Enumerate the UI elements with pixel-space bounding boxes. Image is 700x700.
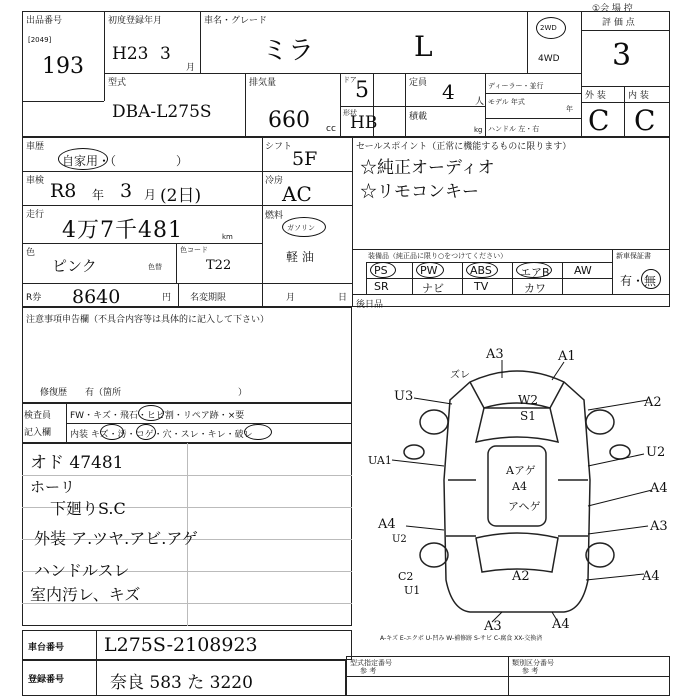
inspection-year: R8 (50, 180, 77, 202)
history-value: 自家用・（ ） (62, 154, 189, 168)
ps-circle (370, 262, 396, 278)
color-change-label: 色替 (148, 263, 162, 271)
warranty-value: 有・無 (620, 274, 657, 288)
registration-label: 初度登録年月 (108, 16, 163, 26)
mark-u3: U3 (394, 389, 414, 404)
recycle-unit: 円 (162, 293, 172, 303)
equip-airbag: エアB (520, 266, 550, 279)
remark-exterior: 外装 ア.ツヤ.アビ.アゲ (34, 529, 198, 548)
chassis-number: L275S-2108923 (104, 634, 258, 656)
category-sub: 参 考 (522, 667, 539, 675)
mirror-left (404, 445, 424, 459)
remark-steering: ハンドルスレ (34, 561, 130, 580)
recycle-value: 8640 (72, 286, 121, 308)
model-label: 型式 (108, 78, 127, 88)
mark-a2-center: A2 (512, 569, 530, 584)
shift-value: 5F (292, 148, 318, 170)
category-label: 類別区分番号 (512, 659, 554, 667)
airbag-circle (516, 262, 552, 278)
wear-circle (244, 424, 272, 440)
sales-label: セールスポイント（正常に機能するものに限ります） (356, 142, 572, 152)
model-year-unit: 年 (566, 105, 573, 113)
repair-history: 修復歴 有（箇所 ） (40, 388, 248, 398)
engine-value: 660 (268, 108, 310, 133)
color-label: 色 (26, 248, 36, 258)
recycle-label: R券 (26, 293, 42, 303)
remark-odo: オド 47481 (30, 453, 124, 473)
mark-a1-front: A1 (558, 349, 576, 364)
mark-s1: S1 (520, 409, 536, 423)
registration-month: 3 (160, 44, 171, 64)
damage-legend: A-キズ E-エクボ U-凹み W-補修跡 S-サビ C-腐食 XX-交換済 (380, 635, 543, 642)
back-seat-label: 後日品 (356, 300, 384, 310)
pw-circle (416, 262, 444, 278)
mark-a3-front: A3 (486, 347, 504, 362)
inspection-month-unit: 月 (144, 188, 157, 202)
mark-u2: U2 (646, 445, 666, 460)
load-label: 積載 (409, 112, 428, 122)
mark-w2: W2 (518, 393, 538, 407)
designation-sub: 参 考 (360, 667, 377, 675)
inspection-label: 車検 (26, 176, 45, 186)
inspector-row-1: FW・キズ・飛石・ヒビ割・リペア跡・×要 (70, 411, 245, 421)
car-name: ミラ (262, 36, 315, 66)
equip-tv: TV (474, 280, 489, 293)
mark-a4-rear-2: A4 (552, 617, 570, 630)
mark-u1: U1 (404, 584, 421, 597)
mark-a2-front-right: A2 (644, 395, 662, 410)
wheel-rear-left (420, 543, 448, 567)
reg-deadline-month: 月 (286, 293, 296, 303)
mileage-label: 走行 (26, 210, 45, 220)
interior-grade: C (634, 104, 656, 137)
venue-label: ①会 場 控 (592, 4, 633, 14)
wheel-front-right (586, 410, 614, 434)
car-name-label: 車名・グレード (204, 16, 268, 26)
mark-a3-right: A3 (650, 519, 668, 534)
hood-line (470, 382, 564, 408)
reg-deadline-label: 名変期限 (190, 293, 227, 303)
inspection-year-unit: 年 (92, 188, 105, 202)
equip-ps: PS (374, 264, 388, 277)
mark-ua1: UA1 (368, 454, 392, 467)
wheel-front-left (420, 410, 448, 434)
plate-label: 登録番号 (28, 675, 65, 685)
abs-circle (466, 262, 498, 278)
mark-a3-rear: A3 (484, 619, 502, 630)
lot-code: [2049] (28, 36, 52, 44)
remark-interior: 室内汚レ、キズ (30, 585, 141, 604)
engine-unit: cc (326, 124, 336, 134)
equip-aw: AW (574, 264, 592, 277)
interior-label: 内 装 (628, 91, 649, 101)
history-label: 車歴 (26, 142, 45, 152)
handle-label: ハンドル 左・右 (488, 125, 540, 133)
stone-chip-circle (138, 405, 164, 421)
notes-label: 注意事項申告欄（不具合内容等は具体的に記入して下さい） (26, 315, 270, 325)
shape-label: 形状 (343, 109, 357, 117)
stain-circle (136, 424, 156, 440)
color-code: T22 (206, 258, 232, 273)
mark-a-age: Aアゲ (506, 464, 536, 477)
drive-2wd: 2WD (540, 24, 557, 32)
exterior-label: 外 装 (585, 91, 606, 101)
doors-value: 5 (355, 78, 369, 103)
mirror-right (610, 445, 630, 459)
inspection-month: 3 (120, 180, 133, 202)
mark-a4-right: A4 (650, 481, 668, 496)
score-label: 評 価 点 (602, 18, 635, 28)
mark-a4-mid: A4 (512, 480, 527, 493)
remark-2: ホーリ (30, 478, 76, 496)
remark-underbody: 下廻りS.C (50, 499, 126, 518)
car-grade: L (414, 30, 433, 63)
doors-label: ドア (343, 76, 357, 84)
equip-leather: カワ (524, 282, 546, 295)
load-unit: kg (474, 126, 483, 134)
fuel-gasoline: ガソリン (287, 224, 315, 232)
sales-point-1: ☆純正オーディオ (360, 158, 495, 178)
mark-ahege: アヘゲ (508, 500, 541, 513)
mark-a4-rear: A4 (642, 569, 660, 584)
color-code-label: 色コード (180, 246, 208, 254)
inspector-label-2: 記入欄 (24, 428, 52, 438)
equipment-label: 装備品（純正品に限り○をつけてください） (368, 252, 508, 260)
warranty-circle (641, 269, 661, 289)
dealer-label: ディーラー・並行 (488, 82, 544, 90)
equip-abs: ABS (470, 264, 492, 277)
exterior-grade: C (588, 104, 610, 137)
capacity-label: 定員 (409, 78, 428, 88)
mileage-unit: km (222, 233, 233, 241)
model-value: DBA-L275S (112, 102, 212, 122)
inspector-label-1: 検査員 (24, 411, 52, 421)
scratch-circle (100, 424, 124, 440)
ac-value: AC (282, 182, 312, 206)
registration-year: H23 (112, 44, 149, 64)
inspector-row-2: 内装 キズ・汚・コゲ・穴・スレ・キレ・破レ (70, 430, 253, 440)
model-year-label: モデル 年式 (488, 98, 525, 106)
engine-label: 排気量 (249, 78, 277, 88)
score-value: 3 (612, 38, 632, 73)
registration-month-unit: 月 (186, 63, 196, 73)
damage-diagram (352, 330, 682, 630)
wheel-rear-right (586, 543, 614, 567)
sales-point-2: ☆リモコンキー (360, 182, 479, 202)
mileage-value: 4万7千481 (62, 218, 183, 243)
rear-window (476, 533, 558, 572)
lot-label: 出品番号 (26, 16, 63, 26)
color-value: ピンク (52, 257, 97, 275)
mark-c2: C2 (398, 570, 414, 583)
fuel-light-oil: 軽 油 (286, 250, 314, 264)
new-warranty-label: 新車保証書 (616, 252, 651, 260)
equip-pw: PW (420, 264, 438, 277)
mark-a4-left: A4 (378, 517, 396, 532)
reg-deadline-day: 日 (338, 293, 348, 303)
fuel-label: 燃料 (265, 211, 284, 221)
capacity-unit: 人 (475, 97, 485, 107)
chassis-label: 車台番号 (28, 643, 65, 653)
windshield (476, 403, 558, 442)
mark-zure: ズレ (450, 370, 470, 381)
capacity-value: 4 (442, 80, 455, 104)
shift-label: シフト (265, 142, 293, 152)
equip-sr: SR (374, 280, 389, 293)
equip-navi: ナビ (422, 282, 444, 295)
drive-4wd: 4WD (538, 54, 560, 64)
shape-value: HB (350, 113, 378, 133)
ac-label: 冷房 (265, 176, 284, 186)
mark-u2-left: U2 (392, 534, 407, 545)
lot-number: 193 (42, 54, 84, 79)
plate-number: 奈良 583 た 3220 (110, 673, 253, 693)
inspection-day: (2日) (160, 186, 202, 206)
designation-label: 型式指定番号 (350, 659, 392, 667)
